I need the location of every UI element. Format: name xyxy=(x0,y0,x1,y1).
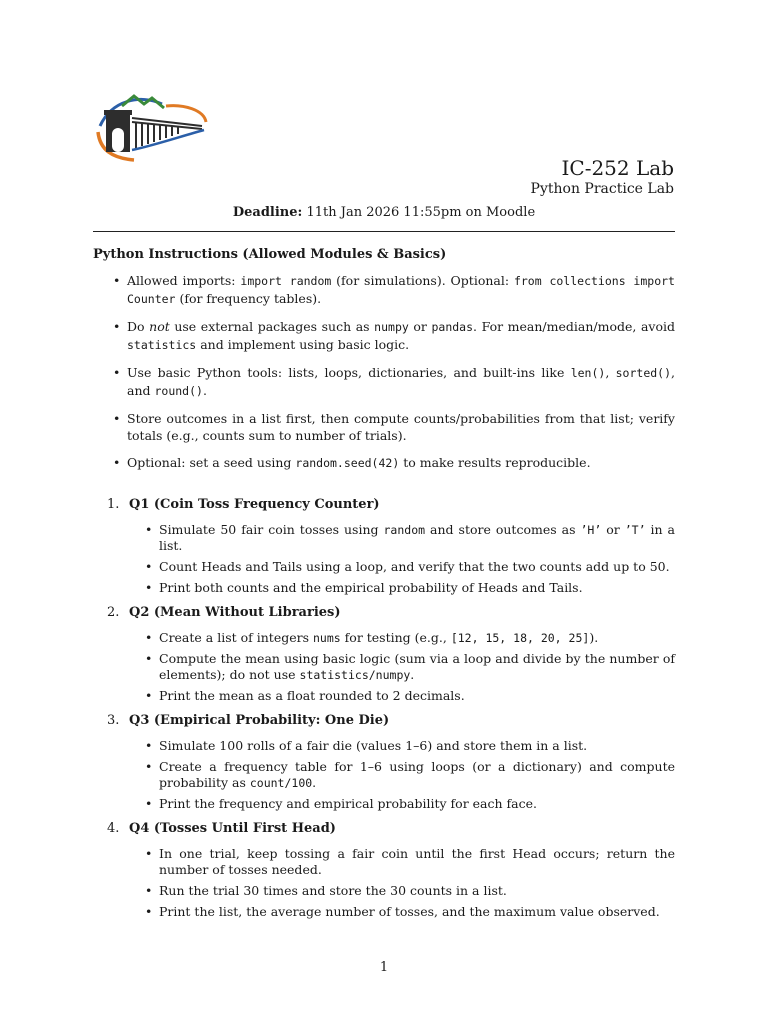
page-number: 1 xyxy=(379,960,389,975)
question-number: 4. xyxy=(107,821,120,836)
deadline-line xyxy=(0,205,768,220)
question-bullet: • Print the frequency and empirical probability for each face. xyxy=(93,796,675,812)
deadline-value: 11th Jan 2026 11:55pm on Moodle xyxy=(306,205,536,220)
header-divider xyxy=(93,231,675,232)
question-bullet: • Compute the mean using basic logic (sum via a loop and divide by the number of elements); do not use statistics/numpy. xyxy=(93,651,675,683)
question-q3 xyxy=(93,712,675,812)
question-number: 3. xyxy=(107,713,120,728)
instruction-item: • Do not use external packages such as numpy or pandas. For mean/median/mode, avoid statistics and implement using basic logic. xyxy=(93,318,675,354)
instruction-item: • Optional: set a seed using random.seed(42) to make results reproducible. xyxy=(93,454,675,472)
question-q1 xyxy=(93,496,675,596)
instruction-item: • Store outcomes in a list first, then compute counts/probabilities from that list; verify totals (e.g., counts sum to number of trials). xyxy=(93,410,675,444)
question-bullet: • Simulate 50 fair coin tosses using random and store outcomes as ’H’ or ’T’ in a list. xyxy=(93,522,675,554)
question-title: Q1 (Coin Toss Frequency Counter) xyxy=(129,497,380,512)
question-number: 2. xyxy=(107,605,120,620)
question-bullet: • In one trial, keep tossing a fair coin until the first Head occurs; return the number of tosses needed. xyxy=(93,846,675,878)
deadline-label: Deadline: xyxy=(232,205,303,220)
question-bullet: • Create a list of integers nums for testing (e.g., [12, 15, 18, 20, 25]). xyxy=(93,630,675,646)
instructions-heading: Python Instructions (Allowed Modules & Basics) xyxy=(93,247,447,262)
question-q4 xyxy=(93,820,675,920)
question-number: 1. xyxy=(107,497,120,512)
instruction-item: • Allowed imports: import random (for simulations). Optional: from collections import Counter (for frequency tables). xyxy=(93,272,675,308)
question-title: Q2 (Mean Without Libraries) xyxy=(129,605,341,620)
logo-graphic xyxy=(92,92,208,170)
question-bullet: • Run the trial 30 times and store the 30 counts in a list. xyxy=(93,883,675,899)
iit-mandi-logo xyxy=(92,92,208,170)
question-bullet: • Simulate 100 rolls of a fair die (values 1–6) and store them in a list. xyxy=(93,738,675,754)
question-q2 xyxy=(93,604,675,704)
course-title: IC-252 Lab xyxy=(561,156,674,180)
instructions-list xyxy=(93,272,675,482)
lab-subtitle: Python Practice Lab xyxy=(530,181,674,197)
question-bullet: • Count Heads and Tails using a loop, and verify that the two counts add up to 50. xyxy=(93,559,675,575)
question-bullet: • Print the mean as a float rounded to 2 decimals. xyxy=(93,688,675,704)
instruction-item: • Use basic Python tools: lists, loops, dictionaries, and built-ins like len(), sorted(), and round(). xyxy=(93,364,675,400)
questions-list xyxy=(93,496,675,928)
question-bullet: • Print both counts and the empirical probability of Heads and Tails. xyxy=(93,580,675,596)
question-bullet: • Create a frequency table for 1–6 using loops (or a dictionary) and compute probability as count/100. xyxy=(93,759,675,791)
question-title: Q4 (Tosses Until First Head) xyxy=(129,821,336,836)
question-bullet: • Print the list, the average number of tosses, and the maximum value observed. xyxy=(93,904,675,920)
question-title: Q3 (Empirical Probability: One Die) xyxy=(129,713,390,728)
